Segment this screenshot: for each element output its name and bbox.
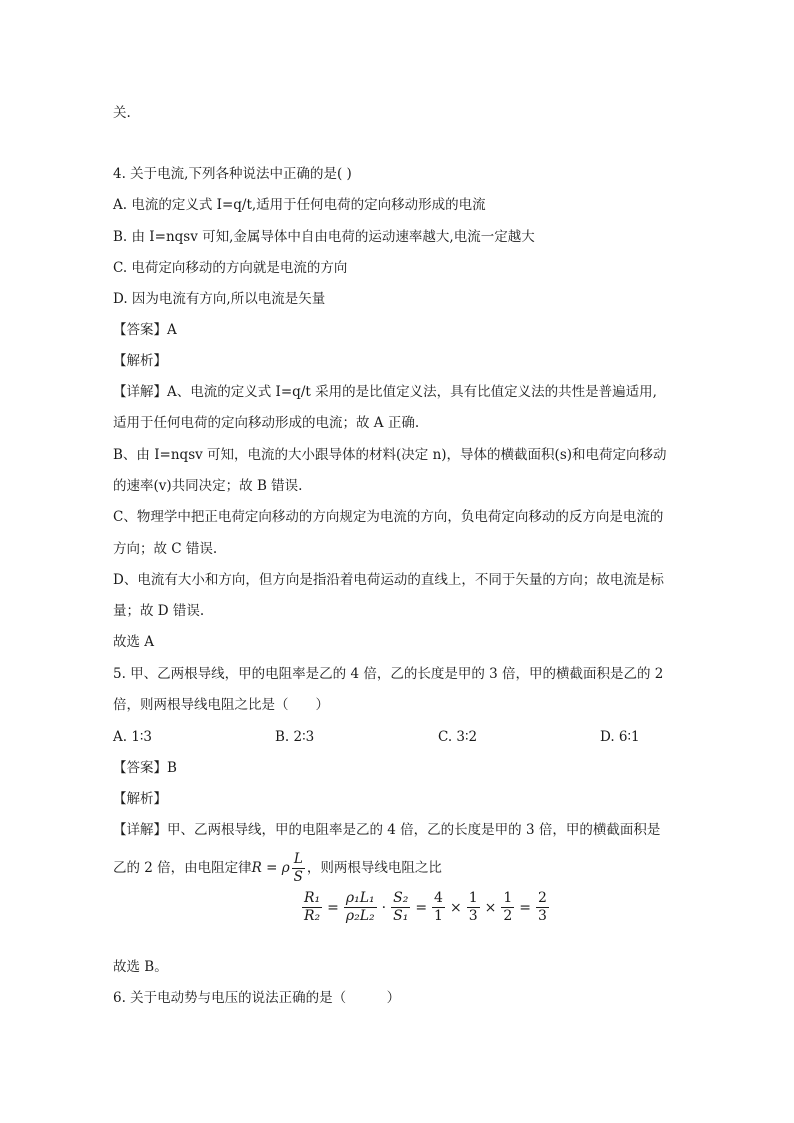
question-5-answer: 【答案】B [113,760,177,776]
dot-operator: · [381,899,387,916]
question-4-selection: 故选 A [113,634,155,650]
question-4-option-b: B. 由 I=nqsv 可知,金属导体中自由电荷的运动速率越大,电流一定越大 [113,229,535,245]
frac-den: ρ₂L₂ [345,908,375,924]
question-4-detail-5: C、物理学中把正电荷定向移动的方向规定为电流的方向，负电荷定向移动的反方向是电流的 [113,509,664,525]
question-5-selection: 故选 B。 [113,959,168,975]
equals-sign: = [415,899,428,916]
detail-2-text-a: 乙的 2 倍，由电阻定律 [113,860,252,876]
times-operator: × [484,899,497,916]
question-4-option-d: D. 因为电流有方向,所以电流是矢量 [113,291,326,307]
fraction-1-2 [501,890,514,925]
resistance-ratio-formula [300,890,551,925]
question-4-option-a: A. 电流的定义式 I=q/t,适用于任何电荷的定向移动形成的电流 [113,197,486,213]
question-4-detail-6: 方向；故 C 错误. [113,541,218,557]
frac-den: 3 [538,908,547,924]
question-5-option-d: D. 6∶1 [600,729,640,745]
fraction-2-3 [536,890,549,925]
ratio-r1-r2 [302,890,322,925]
frac-den: 1 [434,908,443,924]
frac-num: R₁ [304,890,321,906]
question-4-analysis-label: 【解析】 [113,353,167,369]
question-4-detail-8: 量；故 D 错误. [113,603,205,619]
resistance-law-fraction [292,851,305,886]
question-5-analysis-label: 【解析】 [113,791,167,807]
question-4-stem: 4. 关于电流,下列各种说法中正确的是( ) [113,166,352,182]
question-5-option-b: B. 2∶3 [275,729,315,745]
times-operator: × [449,899,462,916]
question-5-option-a: A. 1∶3 [113,729,153,745]
frac-num: 1 [503,890,513,906]
equals-sign: = [327,899,339,916]
question-6-stem: 6. 关于电动势与电压的说法正确的是（ ） [113,990,401,1006]
continued-text: 关. [113,105,131,121]
resistance-law-lhs: R = ρ [251,860,290,876]
question-4-answer: 【答案】A [113,322,177,338]
equals-sign: = [519,899,532,916]
question-4-detail-2: 适用于任何电荷的定向移动形成的电流；故 A 正确. [113,415,420,431]
question-4-detail-3: B、由 I=nqsv 可知，电流的大小跟导体的材料(决定 n)，导体的横截面积(s)和电荷定向移动 [113,447,667,463]
question-5-detail-2 [113,850,442,886]
frac-den: 3 [468,908,478,924]
ratio-rho-l [344,890,377,925]
question-4-option-c: C. 电荷定向移动的方向就是电流的方向 [113,260,348,276]
fraction-1-3 [467,890,480,925]
frac-den: S₁ [393,908,409,924]
frac-num: 2 [538,890,547,906]
question-5-stem-2: 倍，则两根导线电阻之比是（ ） [113,697,329,713]
question-4-detail-1: 【详解】A、电流的定义式 I=q/t 采用的是比值定义法，具有比值定义法的共性是普遍适用, [113,384,657,400]
law-denominator: S [293,868,303,885]
frac-den: 2 [503,908,513,924]
question-5-option-c: C. 3∶2 [438,729,478,745]
frac-num: S₂ [393,890,409,906]
question-4-detail-7: D、电流有大小和方向，但方向是指沿着电荷运动的直线上，不同于矢量的方向；故电流是标 [113,572,664,588]
frac-den: R₂ [304,908,321,924]
ratio-s2-s1 [391,890,410,925]
question-5-detail-1: 【详解】甲、乙两根导线，甲的电阻率是乙的 4 倍，乙的长度是甲的 3 倍，甲的横截面积是 [113,822,661,838]
question-4-detail-4: 的速率(v)共同决定；故 B 错误. [113,478,303,494]
law-numerator: L [292,851,305,869]
frac-num: 4 [434,890,443,906]
fraction-4-1 [432,890,445,925]
frac-num: 1 [468,890,478,906]
detail-2-text-b: ，则两根导线电阻之比 [306,860,442,876]
frac-num: ρ₁L₁ [345,890,375,906]
question-5-stem-1: 5. 甲、乙两根导线，甲的电阻率是乙的 4 倍，乙的长度是甲的 3 倍，甲的横截面积是乙的 2 [113,666,664,682]
